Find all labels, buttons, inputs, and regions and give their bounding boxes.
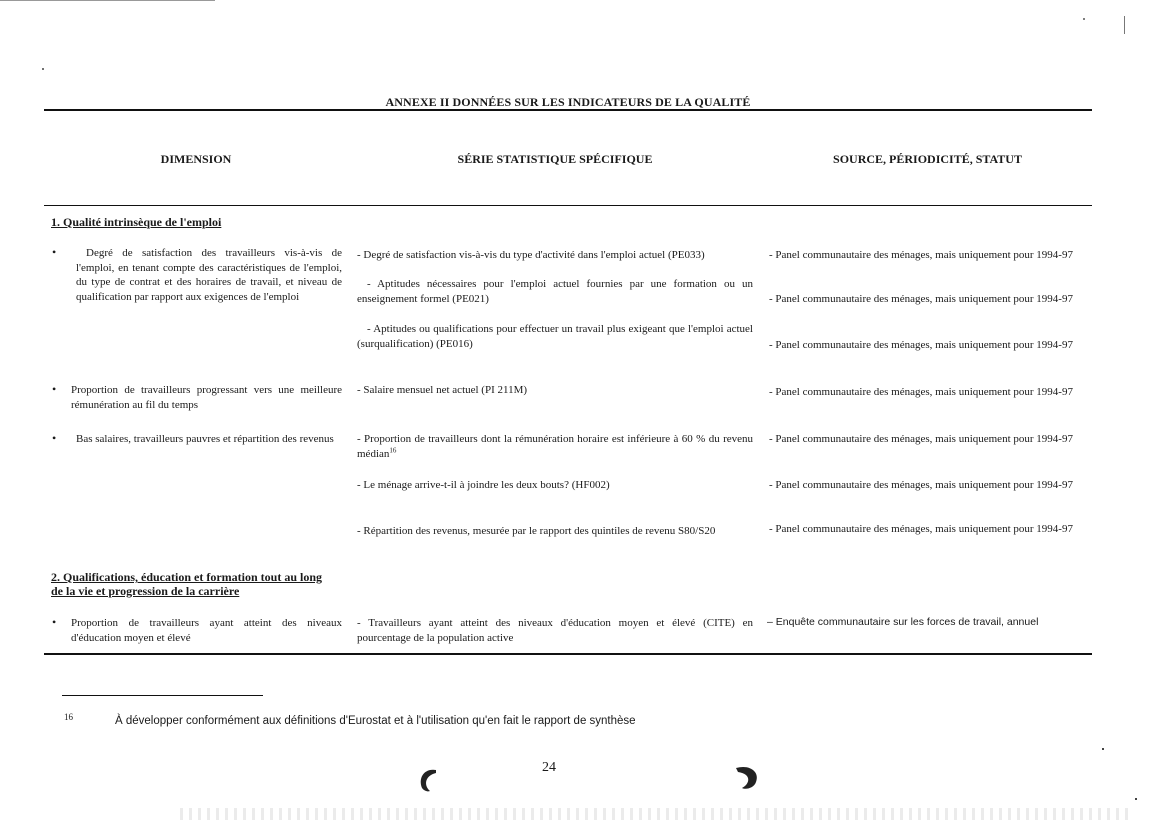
dimension-text: Degré de satisfaction des travailleurs vis-à-vis de l'emploi, en tenant compte des caractéristiques de l'emploi, du type de contrat et des horaires de travail, et niveau de qualification par rapport aux exigences de l'emploi	[76, 247, 342, 303]
series-text: - Degré de satisfaction vis-à-vis du type d'activité dans l'emploi actuel (PE033)	[357, 249, 705, 261]
source-text: – Enquête communautaire sur les forces de travail, annuel	[767, 616, 1039, 628]
bullet: •	[52, 382, 57, 396]
column-header-source: SOURCE, PÉRIODICITÉ, STATUT	[833, 152, 1022, 166]
scan-edge-line	[0, 0, 215, 1]
bullet: •	[52, 245, 57, 259]
title-rule	[44, 109, 1092, 111]
column-header-serie: SÉRIE STATISTIQUE SPÉCIFIQUE	[457, 152, 653, 166]
bullet: •	[52, 615, 57, 629]
series-text: - Proportion de travailleurs dont la rémunération horaire est inférieure à 60 % du revenu médian$^{16}$	[357, 433, 753, 460]
scan-speck	[42, 68, 44, 70]
page-number: 24	[542, 760, 556, 775]
scan-speck	[1135, 798, 1137, 800]
scan-edge-line	[1124, 16, 1125, 34]
scan-noise-band	[180, 808, 1130, 820]
column-header-dimension: DIMENSION	[160, 152, 232, 166]
series-text: - Aptitudes nécessaires pour l'emploi actuel fournies par une formation ou un enseignement formel (PE021)	[357, 278, 753, 305]
source-text: - Panel communautaire des ménages, mais uniquement pour 1994-97	[769, 249, 1073, 261]
footnote-text: À développer conformément aux définitions d'Eurostat et à l'utilisation qu'en fait le rapport de synthèse	[115, 715, 636, 727]
binding-hole-left-icon	[414, 764, 444, 794]
bullet: •	[52, 431, 57, 445]
section-heading-1: 1. Qualité intrinsèque de l'emploi	[51, 215, 222, 229]
series-text: - Aptitudes ou qualifications pour effectuer un travail plus exigeant que l'emploi actuel (surqualification) (PE016)	[357, 323, 753, 350]
table-bottom-rule	[44, 653, 1092, 655]
source-text: - Panel communautaire des ménages, mais uniquement pour 1994-97	[769, 523, 1073, 535]
series-text: - Salaire mensuel net actuel (PI 211M)	[357, 384, 528, 396]
annex-title: ANNEXE II DONNÉES SUR LES INDICATEURS DE LA QUALITÉ	[385, 95, 751, 109]
section-heading-2: 2. Qualifications, éducation et formation tout au long de la vie et progression de la carrière	[51, 570, 323, 598]
series-text: - Le ménage arrive-t-il à joindre les deux bouts? (HF002)	[357, 479, 610, 491]
footnote-separator	[62, 695, 263, 696]
dimension-text: Proportion de travailleurs progressant vers une meilleure rémunération au fil du temps	[71, 384, 342, 411]
header-rule	[44, 205, 1092, 206]
source-text: - Panel communautaire des ménages, mais uniquement pour 1994-97	[769, 433, 1073, 445]
scan-speck	[1102, 748, 1104, 750]
footnote-ref[interactable]: 16	[389, 445, 397, 454]
binding-hole-right-icon	[730, 762, 764, 792]
source-text: - Panel communautaire des ménages, mais uniquement pour 1994-97	[769, 479, 1073, 491]
dimension-text: Bas salaires, travailleurs pauvres et répartition des revenus	[76, 433, 334, 445]
source-text: - Panel communautaire des ménages, mais uniquement pour 1994-97	[769, 386, 1073, 398]
scan-speck	[1083, 18, 1085, 20]
dimension-text: Proportion de travailleurs ayant atteint des niveaux d'éducation moyen et élevé	[71, 617, 342, 644]
series-text: - Travailleurs ayant atteint des niveaux d'éducation moyen et élevé (CITE) en pourcentage de la population active	[357, 617, 753, 644]
source-text: - Panel communautaire des ménages, mais uniquement pour 1994-97	[769, 293, 1073, 305]
series-text: - Répartition des revenus, mesurée par le rapport des quintiles de revenu S80/S20	[357, 525, 716, 537]
source-text: - Panel communautaire des ménages, mais uniquement pour 1994-97	[769, 339, 1073, 351]
footnote-number: 16	[64, 712, 73, 722]
